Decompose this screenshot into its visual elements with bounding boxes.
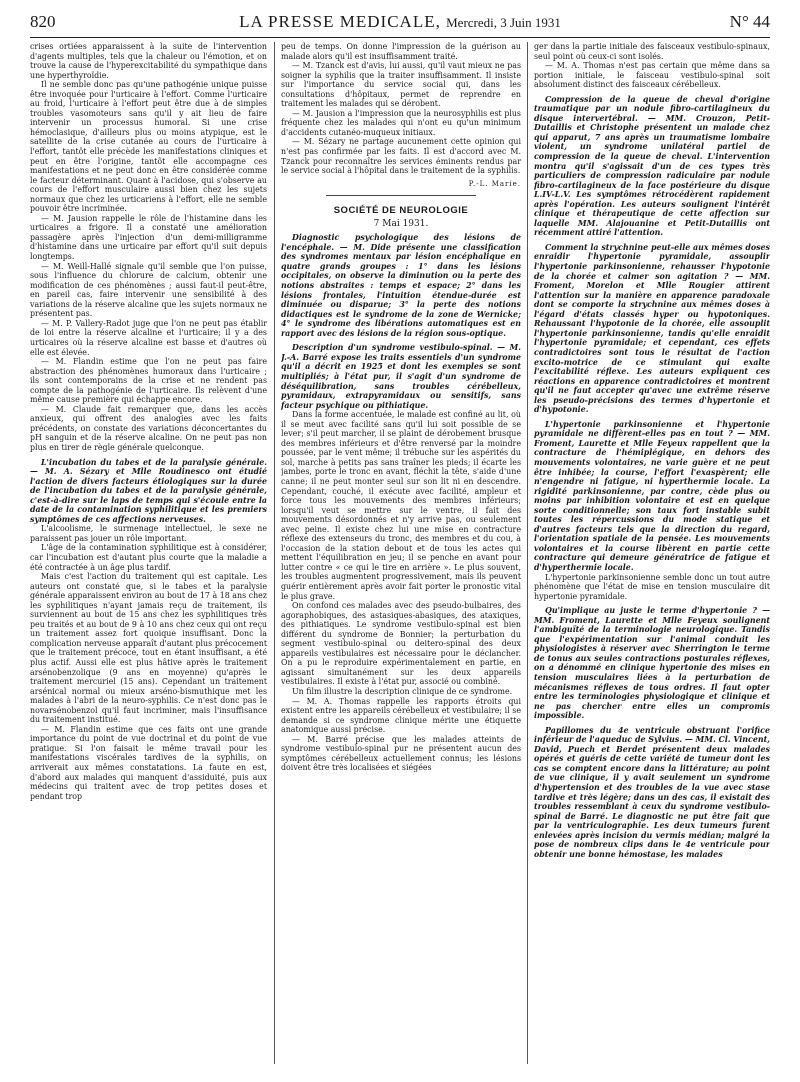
paragraph: — M. Barré précise que les malades atteints de syndrome vestibulo-spinal pur ne présentent aucun des symptômes cérébelleux actuellement connus; les lésions doivent être très localisées et siégées: [281, 734, 521, 773]
paragraph: — M. Tzanck est d'avis, lui aussi, qu'il vaut mieux ne pas soigner la syphilis que la traiter insuffisamment. Il insiste sur l'importance du service social qui, dans les consultations d'hôpitaux, permet de reprendre en traitement les malades qui se dérobent.: [281, 61, 521, 109]
paragraph: — M. Weill-Hallé signale qu'il semble que l'on puisse, sous l'influence du chlorure de calcium, obtenir une modification de ces phénomènes ; aussi faut-il peut-être, en pareil cas, faire intervenir une sensibilité à des variations de la réserve alcaline que les sujets normaux ne présentent pas.: [30, 261, 267, 319]
column-1: [30, 42, 267, 1068]
paragraph: — M. Claude fait remarquer que, dans les accès anxieux, qui offrent des analogies avec les faits précédents, on constate des variations déconcertantes du pH sanguin et de la réserve alcaline. On ne peut pas non plus en tirer de règle générale quelconque.: [30, 404, 267, 452]
paragraph: — M. A. Thomas rappelle les rapports étroits qui existent entre les appareils cérébelleux et vestibulaire; il se demande si ce syndrome clinique mérite une étiquette anatomique aussi précise.: [281, 696, 521, 735]
paragraph: — M. Sézary ne partage aucunement cette opinion qui n'est pas confirmée par les faits. Il est d'accord avec M. Tzanck pour reconnaître les services éminents rendus par le service social à l'hôpital dans le traitement de la syphilis.: [281, 137, 521, 176]
paragraph: Un film illustre la description clinique de ce syndrome.: [292, 687, 513, 696]
column-separator: [527, 42, 528, 1064]
section-date: 7 Mai 1931.: [373, 218, 429, 229]
article-abstract: Description d'un syndrome vestibulo-spinal. — M. J.-A. Barré expose les traits essentiels d'un syndrome qu'il a décrit en 1925 et dont les exemples se sont multipliés; à l'état pur, il s'agit d'un syndrome de déséquilibration, sans troubles cérébelleux, pyramidaux, extrapyramidaux ou sensitifs, sans facteur psychique ou pithiatique.: [281, 343, 521, 410]
journal-name: LA PRESSE MEDICALE,: [239, 12, 441, 31]
paragraph: Dans la forme accentuée, le malade est confiné au lit, où il se meut avec facilité sans qu'il lui soit possible de se lever; s'il peut marcher, il se plaint de dérobement brusque des membres inférieurs et d'être renversé par la moindre poussée, par le vent même; il trébuche sur les aspérités du sol, marche à petits pas sans traîner les pieds; il écarte les jambes, porte le tronc en avant, fléchit la tête, s'aide d'une canne; il ne peut monter seul sur son lit ni en descendre. Cependant, couché, il exécute avec facilité, ampleur et force tous les mouvements des membres inférieurs; lorsqu'il veut se mettre sur le ventre, il fait des mouvements désordonnés et n'y arrive pas, ou seulement avec peine. Il existe chez lui une mise en contracture réflexe des extenseurs du tronc, des membres et du cou, à l'occasion de la station debout et de tous les actes qui mettent l'équilibration en jeu; il se penche en avant pour lutter contre « ce qui le tire en arrière ». Le plus souvent, les troubles augmentent progressivement, mais ils peuvent guérir entièrement après avoir fait porter le pronostic vital le plus grave.: [281, 410, 521, 601]
issue-date: Mercredi, 3 Juin 1931: [446, 15, 561, 30]
author-signature: P.-L. Marie.: [468, 179, 521, 188]
journal-title-line: [30, 12, 770, 32]
paragraph: — M. Jausion a l'impression que la neurosyphilis est plus fréquente chez les malades qui n'ont eu qu'un minimum d'accidents cutanéo-muqueux initiaux.: [281, 108, 521, 137]
paragraph: peu de temps. On donne l'impression de la guérison au malade alors qu'il est insuffisamment traité.: [281, 42, 521, 61]
column-separator: [274, 42, 275, 1064]
paragraph: ger dans la partie initiale des faisceaux vestibulo-spinaux, seul point où ceux-ci sont isolés.: [534, 42, 770, 61]
paragraph: L'hypertonie parkinsonienne semble donc un tout autre phénomène que l'état de mise en tension musculaire dit hypertonie pyramidale.: [534, 572, 770, 601]
paragraph: On confond ces malades avec des pseudo-bulbaires, des agoraphobiques, des astasiques-abasiques, des ataxiques, des pithiatiques. Le syndrome vestibulo-spinal est bien différent du syndrome de Bonnier; la perturbation du segment vestibulo-spinal ou deitero-spinal des deux appareils vestibulaires est nécessaire pour le déclancher. On a pu le reproduire expérimentalement en partie, en agissant simultanément sur les deux appareils vestibulaires. Il existe à l'état pur, associé ou combiné.: [281, 601, 521, 687]
article-abstract: Comment la strychnine peut-elle aux mêmes doses enraidir l'hypertonie pyramidale, assouplir l'hypertonie parkinsonienne, rehausser l'hypotonie de la chorée et calmer son agitation ? — MM. Froment, Morelon et Mlle Rougier attirent l'attention sur la manière en apparence paradoxale dont se comporte la strychnine aux mêmes doses à l'égard d'états classés hyper ou hypotoniques. Rehaussant l'hypotonie de la chorée, elle assouplit l'hypertonie parkinsonienne, tandis qu'elle enraidit l'hypertonie pyramidale; et cependant, ces effets contradictoires sont tous le résultat de l'action excito-motrice de ce stimulant qui exalte l'excitabilité réflexe. Les auteurs expliquent ces réactions en apparence contradictoires et montrent qu'il ne faut accepter qu'avec une extrême réserve les pseudo-précisions des termes d'hypertonie et d'hypotonie.: [534, 242, 770, 415]
section-divider: [326, 195, 476, 196]
header-rule: [30, 37, 770, 38]
article-abstract: Qu'implique au juste le terme d'hypertonie ? — MM. Froment, Laurette et Mlle Feyeux soulignent l'ambiguïté de la terminologie neurologique. Tandis que l'expérimentation sur l'animal conduit les physiologistes à réserver avec Sherrington le terme de tonus aux seules contractions posturales réflexes, on a dénommé en clinique hypertonie des mises en tension musculaires liées à la perturbation de mécanismes réflexes de tous ordres. Il faut opter entre les terminologies physiologique et clinique et ne pas chercher entre elles un compromis impossible.: [534, 606, 770, 721]
paragraph: crises ortiées apparaissent à la suite de l'intervention d'agents multiples, tels que la chaleur ou l'émotion, et on trouve la cause de l'hyperexcitabilité du sympathique dans une hyperthyroïdie.: [30, 42, 267, 80]
paragraph: Il ne semble donc pas qu'une pathogénie unique puisse être invoquée pour l'urticaire à l'effort. Comme l'urticaire au froid, l'urticaire à l'effort peut être due à de simples troubles vasomoteurs sans qu'il y ait lieu de faire intervenir un processus humoral. Si une crise hémoclasique, d'ailleurs plus ou moins atypique, est le satellite de la crise cutanée au cours de l'urticaire à l'effort, tantôt elle précède les manifestations cliniques et peut en être l'origine, tantôt elle accompagne ces manifestations et ne peut donc en être considérée comme le facteur déterminant. Quant à l'acidose, qui s'observe au cours de l'effort musculaire aussi bien chez les sujets normaux que chez les urticariens à l'effort, elle ne semble pouvoir être incriminée.: [30, 80, 267, 214]
paragraph: L'âge de la contamination syphilitique est à considérer, car l'incubation est d'autant plus courte que la maladie a été contractée à un âge plus tardif.: [30, 543, 267, 572]
page-number: 820: [30, 12, 56, 31]
section-heading: SOCIÉTÉ DE NEUROLOGIE: [333, 205, 469, 217]
paragraph: — M. Flandin estime que l'on ne peut pas faire abstraction des phénomènes humoraux dans l'urticaire ; ils sont contemporains de la crise et ne rendent pas compte de la pathogénie de l'urticaire. Ils relèvent d'une même cause première qui échappe encore.: [30, 357, 267, 405]
page-header: [30, 12, 770, 34]
article-abstract: Papillomes du 4e ventricule obstruant l'orifice inférieur de l'aqueduc de Sylvius. — MM. Cl. Vincent, David, Puech et Berdet présentent deux malades opérés et guéris de cette variété de tumeur dont les cas se comptent encore dans la littérature; au point de vue clinique, il y avait seulement un syndrome d'hypertension et des troubles de la vue avec stase tardive et très légère; dans un des cas, il existait des troubles ressemblant à ceux du syndrome vestibulo-spinal de Barré. Le diagnostic ne put être fait que par la ventriculographie. Les deux tumeurs furent enlevées après incision du vermis médian; malgré la pose de nombreux clips dans le 4e ventricule pour obtenir une bonne hémostase, les malades: [534, 725, 770, 859]
paragraph: Mais c'est l'action du traitement qui est capitale. Les auteurs ont constaté que, si le tabes et la paralysie générale apparaissent environ au bout de 17 à 18 ans chez les syphilitiques n'ayant jamais reçu de traitement, ils surviennent au bout de 15 ans chez les syphilitiques très peu traités et au bout de 9 à 10 ans chez ceux qui ont reçu un traitement assez fort quoique insuffisant. Donc la complication nerveuse apparaît d'autant plus précocement que le traitement précoce, tout en étant insuffisant, a été plus actif. Aussi elle est plus hâtive après le traitement arsénobenzolique (9 ans en moyenne) qu'après le traitement mercuriel (15 ans). Cependant un traitement arsénical normal ou mieux arséno-bismuthique met les malades à l'abri de la neuro-syphilis. Ce n'est donc pas le novarsénobenzol qu'il faut incriminer, mais l'insuffisance du traitement institué.: [30, 572, 267, 725]
article-abstract: Compression de la queue de cheval d'origine traumatique par un nodule fibro-cartilagineux du disque intervertébral. — MM. Crouzon, Petit-Dutaillis et Christophe présentent un malade chez qui apparut, 7 ans après un traumatisme lombaire violent, un syndrome unilatéral partiel de compression de la queue de cheval. L'intervention montra qu'il s'agissait d'un de ces types très particuliers de compression radiculaire par nodule fibro-cartilagineux de la face postérieure du disque L.IV-L.V. Les symptômes rétrocédèrent rapidement après l'opération. Les auteurs soulignent l'intérêt clinique et thérapeutique de cette affection sur laquelle MM. Alajouanine et Petit-Dutaillis ont récemment attiré l'attention.: [534, 94, 770, 238]
article-abstract: L'hypertonie parkinsonienne et l'hypertonie pyramidale ne diffèrent-elles pas en tout ? — MM. Froment, Laurette et Mlle Feyeux rappellent que la contracture de l'hémiplégique, en dehors des mouvements volontaires, ne varie guère et ne peut être inhibée; la course, l'effort l'exaspèrent; elle n'engendre ni fatigue, ni hyperthermie locale. La rigidité parkinsonienne, par contre, cède plus ou moins par inhibition volontaire et est en quelque sorte conditionnelle; son taux fort instable subit toutes les répercussions du mode statique et d'autres facteurs tels que la direction du regard, l'orientation spatiale de la pensée. Les mouvements volontaires et la course libèrent en partie cette contracture qui demeure génératrice de fatigue et d'hyperthermie locale.: [534, 419, 770, 572]
column-2: [281, 42, 521, 1068]
paragraph: — M. Flandin estime que ces faits ont une grande importance du point de vue doctrinal et du point de vue pratique. Si l'on faisait le même travail pour les manifestations viscérales tardives de la syphilis, on arriverait aux mêmes constatations. La faute en est, d'abord aux malades qui manquent d'assiduité, puis aux médecins qui traitent avec de trop petites doses et pendant trop: [30, 724, 267, 801]
column-3: [534, 42, 770, 1068]
article-abstract: L'incubation du tabes et de la paralysie générale. — M. A. Sézary et Mlle Roudinesco ont étudié l'action de divers facteurs étiologiques sur la durée de l'incubation du tabes et de la paralysie générale, c'est-à-dire sur le laps de temps qui s'écoule entre la date de la contamination syphilitique et les premiers symptômes de ces affections nerveuses.: [30, 457, 267, 524]
paragraph: L'alcoolisme, le surmenage intellectuel, le sexe ne paraissent pas jouer un rôle important.: [30, 524, 267, 543]
paragraph: — M. P. Vallery-Radot juge que l'on ne peut pas établir de loi entre la réserve alcaline et l'urticaire; il y a des urticaires où la réserve alcaline est basse et d'autres où elle est élevée.: [30, 318, 267, 357]
issue-number: N° 44: [729, 12, 770, 31]
article-abstract: Diagnostic psychologique des lésions de l'encéphale. — M. Dide présente une classification des syndromes mentaux par lésion encéphalique en quatre grands groupes : 1° dans les lésions occipitales, on observe la diminution ou la perte des notions abstraites : temps et espace; 2° dans les lésions frontales, l'intuition étendue-durée est diminuée ou disparue; 3° la perte des notions didactiques est le syndrome de la zone de Wernicke; 4° le syndrome des libérations automatiques est en rapport avec des lésions de la région sous-optique.: [281, 233, 521, 338]
paragraph: — M. Jausion rappelle le rôle de l'histamine dans les urticaires a frigore. Il a constaté une amélioration passagère après l'injection d'un demi-milligramme d'histamine dans une urticaire par effort qu'il suit depuis longtemps.: [30, 213, 267, 262]
paragraph: — M. A. Thomas n'est pas certain que même dans sa portion initiale, le faisceau vestibulo-spinal soit absolument distinct des faisceaux cérébelleux.: [534, 61, 770, 90]
